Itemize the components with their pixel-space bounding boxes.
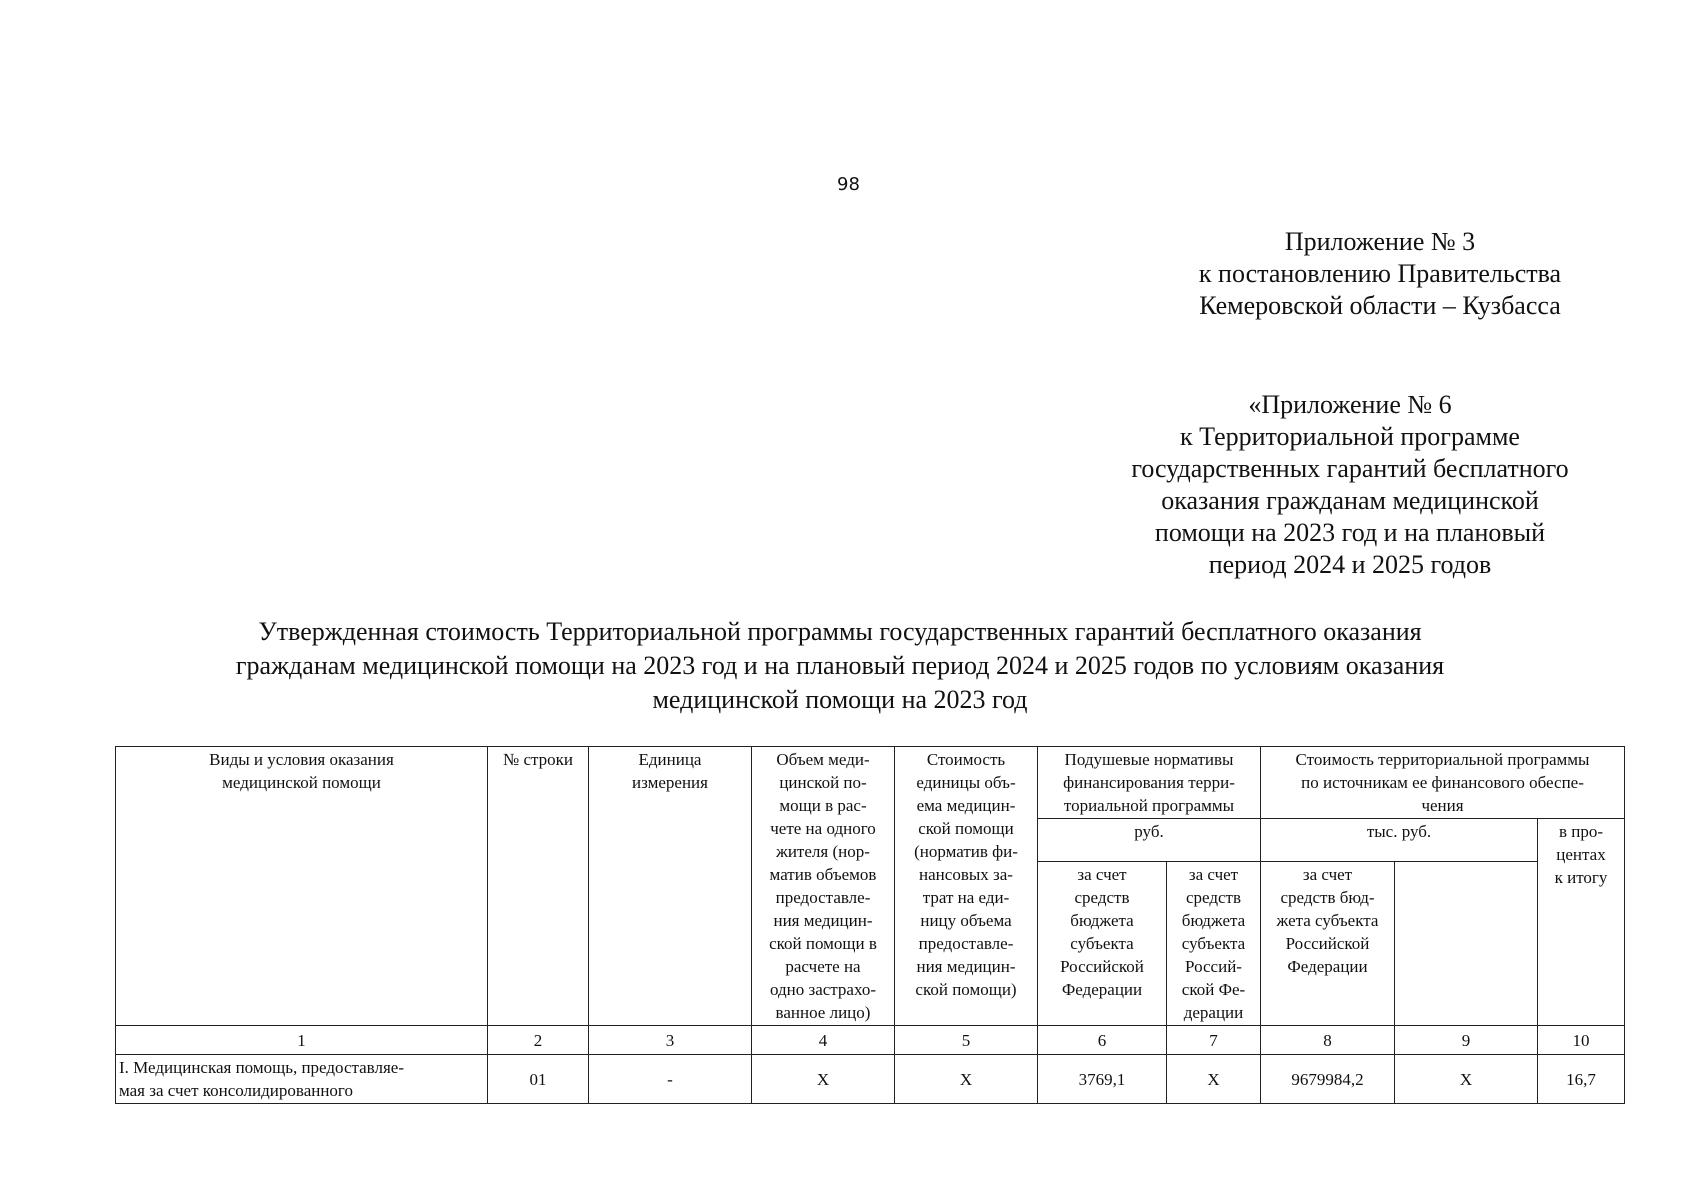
percent-cell: 16,7 <box>1538 1055 1625 1104</box>
table-row <box>116 1055 1625 1104</box>
header-text: Подушевые нормативы <box>1064 750 1234 769</box>
appendix-6-line: помощи на 2023 год и на плановый <box>1154 518 1546 547</box>
appendix-6-line: оказания гражданам медицинской <box>1161 486 1539 515</box>
unit-cell: - <box>589 1055 752 1104</box>
column-number: 7 <box>1167 1026 1261 1055</box>
header-text: Российской <box>1060 957 1144 976</box>
header-cell-cost-budget <box>1261 862 1395 1026</box>
header-text: № строки <box>502 750 573 769</box>
appendix-3-line: Приложение № 3 <box>1284 227 1476 256</box>
column-number: 5 <box>895 1026 1038 1055</box>
header-text: за счет <box>1188 865 1239 884</box>
header-text: Стоимость территориальной программы <box>1295 750 1590 769</box>
header-text: средств бюд- <box>1280 888 1375 907</box>
appendix-6-line: период 2024 и 2025 годов <box>1208 550 1492 579</box>
header-text: дерации <box>1183 1003 1244 1022</box>
header-text: Стоимость <box>926 750 1006 769</box>
header-text: ской помощи) <box>915 980 1017 999</box>
row-name-text: I. Медицинская помощь, предоставляе- <box>119 1058 404 1077</box>
header-text: средств <box>1074 888 1130 907</box>
column-number: 10 <box>1538 1026 1625 1055</box>
header-text: средств <box>1185 888 1242 907</box>
header-cell-cost-group <box>1261 747 1625 819</box>
header-text: Россий- <box>1185 957 1242 976</box>
column-number: 4 <box>752 1026 895 1055</box>
header-cell-row-number <box>488 747 589 1026</box>
header-text: нансовых за- <box>919 865 1013 884</box>
header-cell-unit-cost <box>895 747 1038 1026</box>
header-text: ской помощи в <box>769 934 877 953</box>
column-number: 9 <box>1395 1026 1538 1055</box>
header-text: мощи в рас- <box>779 796 867 815</box>
column-number: 3 <box>589 1026 752 1055</box>
document-title <box>150 615 1530 717</box>
header-text: ской Фе- <box>1181 980 1246 999</box>
appendix-6-heading <box>1080 389 1620 581</box>
header-text: Виды и условия оказания <box>209 750 394 769</box>
header-cell-unit-rub: руб. <box>1038 819 1261 862</box>
header-text: предоставле- <box>775 888 871 907</box>
header-cell-percent <box>1538 819 1625 1026</box>
header-text: одно застрахо- <box>769 980 876 999</box>
header-text: бюджета <box>1070 911 1134 930</box>
document-title-line: медицинской помощи на 2023 год <box>652 685 1028 714</box>
header-text: к итогу <box>1554 868 1608 887</box>
header-text: расчете на <box>785 957 861 976</box>
volume-cell: X <box>752 1055 895 1104</box>
column-number-row <box>116 1026 1625 1055</box>
header-cell-care-type <box>116 747 488 1026</box>
header-text: ния медицин- <box>916 957 1016 976</box>
header-text: матив объемов <box>769 865 877 884</box>
appendix-3-heading <box>1150 226 1610 322</box>
header-text: Объем меди- <box>776 750 870 769</box>
header-text: Российской <box>1285 934 1370 953</box>
appendix-6-line: «Приложение № 6 <box>1248 390 1452 419</box>
header-text: ницу объема <box>920 911 1012 930</box>
header-text: цинской по- <box>779 773 867 792</box>
appendix-6-line: государственных гарантий бесплатного <box>1131 454 1569 483</box>
header-text: трат на еди- <box>922 888 1010 907</box>
column-number: 8 <box>1261 1026 1395 1055</box>
header-text: жителя (нор- <box>776 842 870 861</box>
header-text: в про- <box>1558 822 1604 841</box>
header-cell-unit <box>589 747 752 1026</box>
header-text: Единица <box>638 750 702 769</box>
header-text: (норматив фи- <box>914 842 1018 861</box>
header-cell-per-capita-budget <box>1038 862 1167 1026</box>
header-text: ния медицин- <box>773 911 873 930</box>
header-cell-unit-thousand-rub: тыс. руб. <box>1261 819 1538 862</box>
header-text: предоставле- <box>918 934 1014 953</box>
header-text: субъекта <box>1070 934 1134 953</box>
document-title-line: гражданам медицинской помощи на 2023 год и на плановый период 2024 и 2025 годов по условиям оказания <box>235 651 1445 680</box>
header-text: Федерации <box>1061 980 1143 999</box>
header-text: по источникам ее финансового обеспе- <box>1301 773 1584 792</box>
header-text: за счет <box>1302 865 1353 884</box>
header-text: единицы объ- <box>916 773 1016 792</box>
header-text: центах <box>1556 845 1606 864</box>
header-cell-per-capita-group <box>1038 747 1261 819</box>
appendix-3-line: Кемеровской области – Кузбасса <box>1199 291 1561 320</box>
header-text: субъекта <box>1181 934 1246 953</box>
row-name-text: мая за счет консолидированного <box>119 1081 353 1100</box>
per-capita-budget-2-cell: X <box>1167 1055 1261 1104</box>
per-capita-budget-cell: 3769,1 <box>1038 1055 1167 1104</box>
column-number: 6 <box>1038 1026 1167 1055</box>
header-text: ториальной программы <box>1063 796 1235 815</box>
cost-col9-cell: X <box>1395 1055 1538 1104</box>
column-number: 2 <box>488 1026 589 1055</box>
header-cell-cost-col9 <box>1395 862 1538 1026</box>
header-text: чете на одного <box>770 819 876 838</box>
header-cell-per-capita-budget-2 <box>1167 862 1261 1026</box>
column-number: 1 <box>116 1026 488 1055</box>
table-header-row <box>116 747 1625 819</box>
header-text: чения <box>1421 796 1464 815</box>
cost-table <box>115 746 1625 1104</box>
header-text: ской помощи <box>918 819 1014 838</box>
header-text: измерения <box>632 773 708 792</box>
header-text: Федерации <box>1287 957 1368 976</box>
appendix-3-line: к постановлению Правительства <box>1198 259 1562 288</box>
header-text: жета субъекта <box>1276 911 1379 930</box>
unit-cost-cell: X <box>895 1055 1038 1104</box>
header-text: за счет <box>1077 865 1127 884</box>
header-text: ванное лицо) <box>775 1003 871 1022</box>
appendix-6-line: к Территориальной программе <box>1180 422 1520 451</box>
page-number: 98 <box>837 174 860 195</box>
cost-budget-cell: 9679984,2 <box>1261 1055 1395 1104</box>
header-text: ема медицин- <box>916 796 1016 815</box>
row-number-cell: 01 <box>488 1055 589 1104</box>
header-cell-volume <box>752 747 895 1026</box>
header-text: медицинской помощи <box>222 773 381 792</box>
header-text: финансирования терри- <box>1063 773 1235 792</box>
row-name-cell <box>116 1055 488 1104</box>
document-title-line: Утвержденная стоимость Территориальной программы государственных гарантий бесплатного оказания <box>258 617 1422 646</box>
header-text: бюджета <box>1181 911 1246 930</box>
